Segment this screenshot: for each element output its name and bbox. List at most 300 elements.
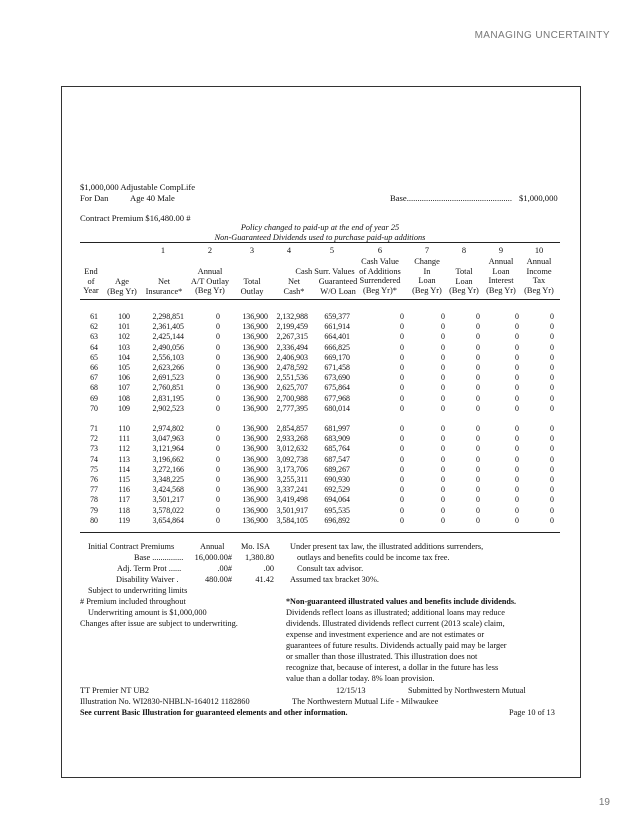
cell-total-loan: 0: [476, 464, 480, 474]
cell-income-tax: 0: [550, 352, 554, 362]
cell-cash-value-additions: 0: [400, 342, 404, 352]
cell-income-tax: 0: [550, 312, 554, 321]
underwriting-limits: Subject to underwriting limits: [88, 586, 188, 595]
cell-guaranteed: 692,529: [324, 485, 350, 495]
dividend-note-7: value than a dollar today. 8% loan provision.: [286, 674, 435, 683]
cell-loan-interest: 0: [515, 434, 519, 444]
table-row: [0, 353, 638, 363]
cell-total-loan: 0: [476, 505, 480, 515]
cell-income-tax: 0: [550, 475, 554, 484]
cell-net-cash: 2,336,494: [276, 342, 308, 352]
table-row: [0, 495, 638, 505]
cell-annual-outlay: 0: [216, 444, 220, 454]
cell-change-in-loan: 0: [441, 424, 445, 433]
disability-waiver-isa: 41.42: [255, 575, 274, 584]
col-header-end-of-year: End of Year: [83, 267, 99, 296]
cell-loan-interest: 0: [515, 312, 519, 321]
tax-note-1: Under present tax law, the illustrated additions surrenders,: [290, 542, 484, 551]
cell-loan-interest: 0: [515, 322, 519, 332]
table-row: [0, 506, 638, 516]
cell-cash-value-additions: 0: [400, 393, 404, 403]
tax-note-3: Consult tax advisor.: [297, 564, 364, 573]
tax-note-2: outlays and benefits could be income tax free.: [297, 553, 450, 562]
table-row: [0, 434, 638, 444]
cell-annual-outlay: 0: [216, 352, 220, 362]
cell-cash-value-additions: 0: [400, 444, 404, 454]
cell-age: 105: [118, 363, 130, 372]
cell-loan-interest: 0: [515, 383, 519, 393]
cell-income-tax: 0: [550, 403, 554, 413]
dividend-note-4: guarantees of future results. Dividends actually paid may be larger: [286, 641, 507, 650]
cell-total-loan: 0: [476, 312, 480, 321]
header-bottom-rule: [80, 299, 560, 300]
cell-net-insurance: 2,490,056: [152, 342, 184, 352]
table-row: [0, 322, 638, 332]
cell-cash-value-additions: 0: [400, 322, 404, 332]
cell-net-cash: 2,267,315: [276, 332, 308, 342]
cell-net-insurance: 3,121,964: [152, 444, 184, 454]
cell-income-tax: 0: [550, 393, 554, 403]
cell-total-loan: 0: [476, 434, 480, 444]
cell-annual-outlay: 0: [216, 383, 220, 393]
cell-guaranteed: 690,930: [324, 475, 350, 484]
cell-total-outlay: 136,900: [242, 464, 268, 474]
cell-total-loan: 0: [476, 393, 480, 403]
cell-total-loan: 0: [476, 515, 480, 525]
cell-age: 104: [118, 352, 130, 362]
cell-net-insurance: 3,196,662: [152, 454, 184, 464]
cell-age: 112: [118, 444, 130, 454]
cell-loan-interest: 0: [515, 352, 519, 362]
cell-annual-outlay: 0: [216, 454, 220, 464]
cell-annual-outlay: 0: [216, 505, 220, 515]
cell-total-outlay: 136,900: [242, 485, 268, 495]
cell-year: 73: [90, 444, 98, 454]
cell-net-insurance: 2,425,144: [152, 332, 184, 342]
cell-age: 117: [118, 495, 130, 505]
cell-cash-value-additions: 0: [400, 424, 404, 433]
cell-annual-outlay: 0: [216, 363, 220, 372]
col-header-net-cash: Net Cash*: [283, 277, 305, 296]
cell-net-insurance: 3,501,217: [152, 495, 184, 505]
base-premium-annual: 16,000.00#: [194, 553, 232, 562]
cell-change-in-loan: 0: [441, 322, 445, 332]
cell-loan-interest: 0: [515, 454, 519, 464]
cell-cash-value-additions: 0: [400, 373, 404, 383]
cell-year: 63: [90, 332, 98, 342]
cell-cash-value-additions: 0: [400, 312, 404, 321]
cell-year: 77: [90, 485, 98, 495]
cell-income-tax: 0: [550, 342, 554, 352]
cell-net-insurance: 2,760,851: [152, 383, 184, 393]
cell-year: 68: [90, 383, 98, 393]
cell-total-loan: 0: [476, 424, 480, 433]
table-row: [0, 485, 638, 495]
header-top-rule: [80, 242, 560, 243]
cell-loan-interest: 0: [515, 485, 519, 495]
base-premium-isa: 1,380.80: [244, 553, 274, 562]
disability-waiver-label: Disability Waiver .: [116, 575, 179, 584]
isa-heading: Mo. ISA: [241, 542, 271, 551]
cell-net-insurance: 2,974,802: [152, 424, 184, 433]
cell-total-outlay: 136,900: [242, 363, 268, 372]
cell-guaranteed: 671,458: [324, 363, 350, 372]
cell-total-outlay: 136,900: [242, 322, 268, 332]
cell-guaranteed: 659,377: [324, 312, 350, 321]
cell-total-outlay: 136,900: [242, 312, 268, 321]
cell-age: 116: [118, 485, 130, 495]
cell-net-cash: 3,419,498: [276, 495, 308, 505]
cell-age: 100: [118, 312, 130, 321]
cell-loan-interest: 0: [515, 444, 519, 454]
cell-total-loan: 0: [476, 383, 480, 393]
cell-age: 113: [118, 454, 130, 464]
cell-guaranteed: 661,914: [324, 322, 350, 332]
cell-year: 64: [90, 342, 98, 352]
cell-guaranteed: 687,547: [324, 454, 350, 464]
tax-note-4: Assumed tax bracket 30%.: [290, 575, 379, 584]
cell-year: 79: [90, 505, 98, 515]
cell-income-tax: 0: [550, 485, 554, 495]
cell-net-cash: 2,933,268: [276, 434, 308, 444]
cell-net-insurance: 2,361,405: [152, 322, 184, 332]
cell-age: 107: [118, 383, 130, 393]
cell-year: 70: [90, 403, 98, 413]
cell-age: 108: [118, 393, 130, 403]
cell-cash-value-additions: 0: [400, 475, 404, 484]
cell-income-tax: 0: [550, 434, 554, 444]
cell-loan-interest: 0: [515, 403, 519, 413]
cell-total-outlay: 136,900: [242, 454, 268, 464]
dividend-note-5: or smaller than those illustrated. This illustration does not: [286, 652, 478, 661]
cell-change-in-loan: 0: [441, 383, 445, 393]
base-value: $1,000,000: [519, 193, 558, 203]
cell-cash-value-additions: 0: [400, 332, 404, 342]
cell-net-insurance: 2,902,523: [152, 403, 184, 413]
cell-total-outlay: 136,900: [242, 403, 268, 413]
cell-net-insurance: 3,578,022: [152, 505, 184, 515]
cell-guaranteed: 694,064: [324, 495, 350, 505]
cell-cash-value-additions: 0: [400, 495, 404, 505]
cell-change-in-loan: 0: [441, 352, 445, 362]
cell-change-in-loan: 0: [441, 495, 445, 505]
column-number: 6: [377, 246, 383, 255]
table-row: [0, 455, 638, 465]
cell-annual-outlay: 0: [216, 464, 220, 474]
col-header-annual-income-tax: Annual Income Tax (Beg Yr): [524, 257, 554, 295]
cell-net-cash: 3,584,105: [276, 515, 308, 525]
table-row: [0, 516, 638, 526]
col-header-net-insurance: Net Insurance*: [145, 277, 183, 296]
base-premium-label: Base ...............: [134, 553, 184, 562]
base-label: Base.................................................: [390, 193, 512, 203]
cell-net-insurance: 3,047,963: [152, 434, 184, 444]
cell-cash-value-additions: 0: [400, 505, 404, 515]
col-header-change-in-loan: Change In Loan (Beg Yr): [412, 257, 442, 295]
cell-income-tax: 0: [550, 373, 554, 383]
table-row: [0, 424, 638, 434]
annual-heading: Annual: [200, 542, 225, 551]
adj-term-annual: .00#: [217, 564, 232, 573]
cell-cash-value-additions: 0: [400, 485, 404, 495]
col-header-age: Age (Beg Yr): [107, 277, 137, 296]
cell-age: 109: [118, 403, 130, 413]
cell-net-insurance: 2,298,851: [152, 312, 184, 321]
cell-guaranteed: 677,968: [324, 393, 350, 403]
cell-total-outlay: 136,900: [242, 393, 268, 403]
cell-income-tax: 0: [550, 332, 554, 342]
cell-income-tax: 0: [550, 505, 554, 515]
cell-annual-outlay: 0: [216, 403, 220, 413]
cell-net-insurance: 3,654,864: [152, 515, 184, 525]
dividend-note-1: Dividends reflect loans as illustrated; additional loans may reduce: [286, 608, 505, 617]
column-number: 3: [249, 246, 255, 255]
cell-age: 102: [118, 332, 130, 342]
cell-guaranteed: 664,401: [324, 332, 350, 342]
cell-change-in-loan: 0: [441, 312, 445, 321]
cell-change-in-loan: 0: [441, 475, 445, 484]
cell-year: 69: [90, 393, 98, 403]
premium-included-note: # Premium included throughout: [80, 597, 186, 606]
cell-total-outlay: 136,900: [242, 475, 268, 484]
illustration-number: Illustration No. WI2830-NHBLN-164012 1182860: [80, 697, 250, 706]
contract-premium: Contract Premium $16,480.00 #: [80, 213, 191, 223]
table-row: [0, 383, 638, 393]
cell-total-loan: 0: [476, 373, 480, 383]
cell-net-cash: 3,501,917: [276, 505, 308, 515]
cell-loan-interest: 0: [515, 342, 519, 352]
cell-total-loan: 0: [476, 363, 480, 372]
cell-year: 65: [90, 352, 98, 362]
banner-dividends: Non-Guaranteed Dividends used to purchase paid-up additions: [214, 233, 426, 242]
cell-net-insurance: 2,691,523: [152, 373, 184, 383]
cell-year: 78: [90, 495, 98, 505]
cell-loan-interest: 0: [515, 332, 519, 342]
cell-total-outlay: 136,900: [242, 495, 268, 505]
changes-after-issue: Changes after issue are subject to underwriting.: [80, 619, 238, 628]
column-number: 2: [207, 246, 213, 255]
see-current-basic: See current Basic Illustration for guaranteed elements and other information.: [80, 708, 348, 717]
cell-change-in-loan: 0: [441, 342, 445, 352]
col-header-cash-value-additions: Cash Value of Additions Surrendered (Beg Yr)*: [359, 257, 401, 295]
dividend-note-2: dividends. Illustrated dividends reflect current (2013 scale) claim,: [286, 619, 505, 628]
cell-annual-outlay: 0: [216, 475, 220, 484]
col-header-total-loan: Total Loan (Beg Yr): [449, 267, 479, 296]
dividend-note-3: expense and investment experience and are not estimates or: [286, 630, 485, 639]
cell-cash-value-additions: 0: [400, 434, 404, 444]
cell-net-cash: 2,406,903: [276, 352, 308, 362]
cell-annual-outlay: 0: [216, 322, 220, 332]
cell-net-insurance: 2,556,103: [152, 352, 184, 362]
cell-change-in-loan: 0: [441, 332, 445, 342]
cell-loan-interest: 0: [515, 424, 519, 433]
cell-year: 72: [90, 434, 98, 444]
cell-guaranteed: 695,535: [324, 505, 350, 515]
cell-total-outlay: 136,900: [242, 383, 268, 393]
column-number: 8: [461, 246, 467, 255]
cell-change-in-loan: 0: [441, 454, 445, 464]
cell-age: 101: [118, 322, 130, 332]
cell-net-cash: 2,551,536: [276, 373, 308, 383]
cell-loan-interest: 0: [515, 393, 519, 403]
cell-loan-interest: 0: [515, 363, 519, 372]
col-header-annual-outlay: Annual A/T Outlay (Beg Yr): [190, 267, 230, 296]
cell-annual-outlay: 0: [216, 424, 220, 433]
cell-total-loan: 0: [476, 342, 480, 352]
adj-term-label: Adj. Term Prot ......: [117, 564, 182, 573]
policy-title: $1,000,000 Adjustable CompLife: [80, 182, 196, 192]
cell-cash-value-additions: 0: [400, 464, 404, 474]
column-number: 4: [286, 246, 292, 255]
cell-year: 71: [90, 424, 98, 433]
cell-income-tax: 0: [550, 495, 554, 505]
column-number: 9: [498, 246, 504, 255]
cell-age: 103: [118, 342, 130, 352]
table-row: [0, 312, 638, 322]
cell-guaranteed: 681,997: [324, 424, 350, 433]
cell-income-tax: 0: [550, 454, 554, 464]
initial-premiums-heading: Initial Contract Premiums: [88, 542, 175, 551]
cell-guaranteed: 689,267: [324, 464, 350, 474]
cell-annual-outlay: 0: [216, 495, 220, 505]
disability-waiver-annual: 480.00#: [205, 575, 232, 584]
cell-age: 111: [118, 434, 130, 444]
cell-age: 110: [118, 424, 130, 433]
table-row: [0, 475, 638, 485]
cell-total-outlay: 136,900: [242, 373, 268, 383]
cell-change-in-loan: 0: [441, 505, 445, 515]
cell-cash-value-additions: 0: [400, 515, 404, 525]
table-row: [0, 394, 638, 404]
cell-guaranteed: 683,909: [324, 434, 350, 444]
col-header-cash-surr-values: Cash Surr. Values: [295, 267, 355, 276]
cell-loan-interest: 0: [515, 464, 519, 474]
cell-year: 80: [90, 515, 98, 525]
cell-annual-outlay: 0: [216, 434, 220, 444]
cell-net-cash: 2,199,459: [276, 322, 308, 332]
cell-change-in-loan: 0: [441, 485, 445, 495]
cell-change-in-loan: 0: [441, 363, 445, 372]
cell-total-outlay: 136,900: [242, 332, 268, 342]
table-row: [0, 332, 638, 342]
cell-net-cash: 3,012,632: [276, 444, 308, 454]
cell-age: 118: [118, 505, 130, 515]
cell-loan-interest: 0: [515, 515, 519, 525]
cell-income-tax: 0: [550, 444, 554, 454]
cell-net-cash: 2,700,988: [276, 393, 308, 403]
cell-net-cash: 2,478,592: [276, 363, 308, 372]
cell-loan-interest: 0: [515, 475, 519, 484]
product-code: TT Premier NT UB2: [80, 686, 150, 695]
dividend-note-6: recognize that, because of interest, a dollar in the future has less: [286, 663, 499, 672]
page-number: 19: [598, 797, 610, 808]
cell-loan-interest: 0: [515, 495, 519, 505]
cell-total-loan: 0: [476, 352, 480, 362]
cell-year: 62: [90, 322, 98, 332]
cell-total-loan: 0: [476, 495, 480, 505]
banner-paid-up: Policy changed to paid-up at the end of year 25: [240, 223, 400, 232]
table-row: [0, 363, 638, 373]
cell-net-cash: 2,854,857: [276, 424, 308, 433]
cell-age: 114: [118, 464, 130, 474]
cell-year: 74: [90, 454, 98, 464]
cell-net-cash: 2,625,707: [276, 383, 308, 393]
cell-net-cash: 3,337,241: [276, 485, 308, 495]
illustration-date: 12/15/13: [336, 686, 366, 695]
cell-income-tax: 0: [550, 363, 554, 372]
insured-name: For Dan: [80, 193, 109, 203]
cell-year: 67: [90, 373, 98, 383]
cell-total-loan: 0: [476, 475, 480, 484]
adj-term-isa: .00: [263, 564, 274, 573]
cell-annual-outlay: 0: [216, 332, 220, 342]
cell-change-in-loan: 0: [441, 434, 445, 444]
cell-total-loan: 0: [476, 444, 480, 454]
cell-cash-value-additions: 0: [400, 352, 404, 362]
cell-total-outlay: 136,900: [242, 352, 268, 362]
column-number: 5: [329, 246, 335, 255]
cell-guaranteed: 673,690: [324, 373, 350, 383]
cell-guaranteed: 675,864: [324, 383, 350, 393]
cell-cash-value-additions: 0: [400, 363, 404, 372]
cell-total-loan: 0: [476, 332, 480, 342]
cell-annual-outlay: 0: [216, 312, 220, 321]
cell-year: 76: [90, 475, 98, 484]
table-row: [0, 343, 638, 353]
cell-income-tax: 0: [550, 383, 554, 393]
page-of: Page 10 of 13: [509, 708, 555, 717]
company-name: The Northwestern Mutual Life - Milwaukee: [292, 697, 439, 706]
table-row: [0, 373, 638, 383]
non-guaranteed-note: *Non-guaranteed illustrated values and benefits include dividends.: [286, 597, 517, 606]
cell-total-outlay: 136,900: [242, 444, 268, 454]
cell-cash-value-additions: 0: [400, 403, 404, 413]
table-bottom-rule: [80, 532, 560, 533]
cell-loan-interest: 0: [515, 505, 519, 515]
col-header-annual-loan-interest: Annual Loan Interest (Beg Yr): [486, 257, 516, 295]
cell-guaranteed: 696,892: [324, 515, 350, 525]
cell-guaranteed: 680,014: [324, 403, 350, 413]
cell-total-outlay: 136,900: [242, 505, 268, 515]
cell-net-cash: 2,777,395: [276, 403, 308, 413]
cell-guaranteed: 669,170: [324, 352, 350, 362]
submitted-by: Submitted by Northwestern Mutual: [408, 686, 526, 695]
cell-age: 106: [118, 373, 130, 383]
cell-net-insurance: 3,348,225: [152, 475, 184, 484]
cell-net-cash: 2,132,988: [276, 312, 308, 321]
underwriting-amount: Underwriting amount is $1,000,000: [88, 608, 207, 617]
cell-net-insurance: 2,623,266: [152, 363, 184, 372]
col-header-guaranteed: Guaranteed W/O Loan: [318, 277, 358, 296]
cell-change-in-loan: 0: [441, 403, 445, 413]
table-row: [0, 444, 638, 454]
cell-age: 115: [118, 475, 130, 484]
cell-total-loan: 0: [476, 454, 480, 464]
cell-total-outlay: 136,900: [242, 342, 268, 352]
cell-total-loan: 0: [476, 322, 480, 332]
column-number: 7: [424, 246, 430, 255]
cell-loan-interest: 0: [515, 373, 519, 383]
cell-total-loan: 0: [476, 403, 480, 413]
cell-total-loan: 0: [476, 485, 480, 495]
cell-income-tax: 0: [550, 322, 554, 332]
cell-change-in-loan: 0: [441, 393, 445, 403]
cell-total-outlay: 136,900: [242, 424, 268, 433]
cell-guaranteed: 666,825: [324, 342, 350, 352]
cell-cash-value-additions: 0: [400, 383, 404, 393]
cell-income-tax: 0: [550, 464, 554, 474]
cell-annual-outlay: 0: [216, 515, 220, 525]
